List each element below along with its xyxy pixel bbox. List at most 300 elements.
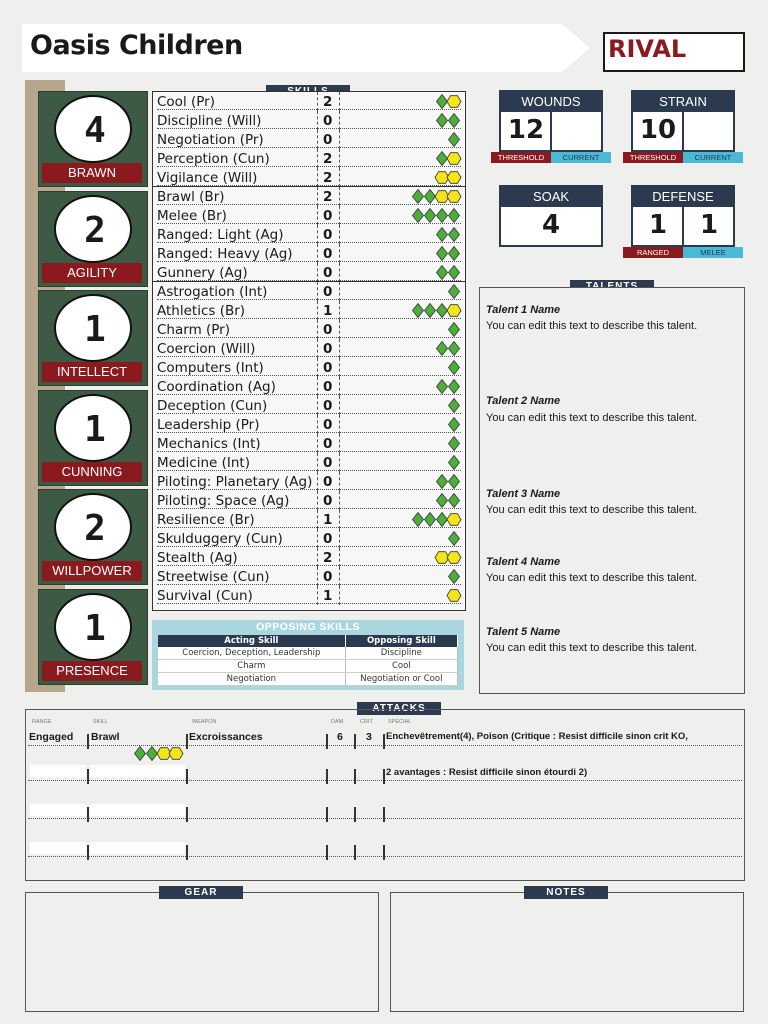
skill-row[interactable] [153,358,465,377]
skill-column-divider [339,567,340,586]
gear-header: GEAR [159,886,243,899]
ability-die-icon [413,513,424,527]
ability-die-icon [449,361,460,375]
proficiency-die-icon [447,153,461,165]
ability-die-icon [449,285,460,299]
skill-rank[interactable]: 1 [323,512,333,528]
skill-rank[interactable]: 0 [323,455,333,471]
defense-ranged-value[interactable]: 1 [648,210,668,240]
skill-rank[interactable]: 0 [323,113,333,129]
skill-name: Brawl (Br) [157,189,225,205]
skill-dice [434,94,462,109]
characteristic-label: INTELLECT [42,362,142,382]
proficiency-die-icon [169,748,183,760]
skill-column-divider [317,301,318,320]
skill-dice [446,284,462,299]
characteristic-presence [38,589,148,685]
talent-name[interactable]: Talent 4 Name [486,556,561,568]
skill-dice [446,132,462,147]
skill-row[interactable] [153,130,465,149]
skill-name: Medicine (Int) [157,455,250,471]
skill-row-divider [157,318,461,319]
strain-threshold-label: THRESHOLD [623,152,683,163]
skill-name: Survival (Cun) [157,588,253,604]
skill-row[interactable] [153,301,465,320]
strain-current-label: CURRENT [683,152,743,163]
attack-special[interactable]: 2 avantages : Resist difficile sinon étourdi 2) [386,767,588,778]
skill-name: Astrogation (Int) [157,284,268,300]
wounds-threshold-value[interactable]: 12 [507,115,545,145]
talent-name[interactable]: Talent 1 Name [486,304,561,316]
gear-panel[interactable] [25,892,379,1012]
attack-row-divider [28,780,742,781]
defense-ranged-label: RANGED [623,247,683,258]
skill-row-divider [157,261,461,262]
skill-column-divider [317,130,318,149]
skill-column-divider [317,529,318,548]
ability-die-icon [413,304,424,318]
skill-row[interactable] [153,225,465,244]
skill-column-divider [339,206,340,225]
skill-column-divider [317,320,318,339]
ability-die-icon [135,747,146,761]
skill-column-divider [339,472,340,491]
soak-header: SOAK [499,185,603,209]
attack-range-field[interactable] [30,842,86,854]
ability-die-icon [425,209,436,223]
skill-row-divider [157,299,461,300]
skill-column-divider [317,548,318,567]
skill-row[interactable] [153,434,465,453]
skill-rank[interactable]: 0 [323,322,333,338]
ability-die-icon [437,114,448,128]
skill-name: Vigilance (Will) [157,170,258,186]
attack-column-divider [87,807,89,822]
skill-name: Ranged: Light (Ag) [157,227,284,243]
skill-dice [446,531,462,546]
attack-row[interactable] [26,728,744,766]
skill-rank[interactable]: 2 [323,189,333,205]
attack-range-field[interactable] [30,765,86,777]
skill-rank[interactable]: 0 [323,341,333,357]
skill-row[interactable] [153,282,465,301]
skill-dice [434,550,462,565]
dice-pool-icons [434,94,462,109]
strain-header: STRAIN [631,90,735,114]
ability-die-icon [449,380,460,394]
opposing-skills-title: OPPOSING SKILLS [256,621,360,633]
skill-rank[interactable]: 2 [323,94,333,110]
skill-row[interactable] [153,168,465,187]
skill-row-divider [157,128,461,129]
skill-dice [434,170,462,185]
skill-rank[interactable]: 0 [323,474,333,490]
skill-column-divider [317,187,318,206]
characteristic-cunning [38,390,148,486]
skill-row-divider [157,603,461,604]
skill-dice [446,436,462,451]
talent-name[interactable]: Talent 3 Name [486,488,561,500]
skill-row-divider [157,375,461,376]
attack-row-divider [28,818,742,819]
attack-row[interactable] [26,766,744,804]
talent-name[interactable]: Talent 2 Name [486,395,561,407]
ability-die-icon [147,747,158,761]
attack-row[interactable] [26,804,744,842]
skill-column-divider [317,415,318,434]
proficiency-die-icon [447,172,461,184]
skill-rank[interactable]: 0 [323,208,333,224]
skill-name: Deception (Cun) [157,398,268,414]
dice-pool-icons [434,550,462,565]
skill-rank[interactable]: 0 [323,284,333,300]
characteristic-value[interactable]: 1 [84,608,106,649]
skill-rank[interactable]: 0 [323,531,333,547]
skill-row[interactable] [153,567,465,586]
skill-column-divider [317,453,318,472]
attack-column-divider [186,845,188,860]
defense-header: DEFENSE [631,185,735,209]
attack-column-divider [383,845,385,860]
characteristic-circle [54,294,132,362]
skill-dice [410,208,462,223]
skill-row-divider [157,546,461,547]
skill-dice [434,341,462,356]
skill-name: Cool (Pr) [157,94,215,110]
ability-die-icon [437,494,448,508]
dice-pool-icons [446,436,462,451]
skill-dice [410,512,462,527]
characteristic-circle [54,394,132,462]
skill-row-divider [157,413,461,414]
attack-column-divider [186,807,188,822]
skill-row-divider [157,204,461,205]
characteristic-label: CUNNING [42,462,142,482]
skill-row-divider [157,432,461,433]
skill-name: Piloting: Space (Ag) [157,493,290,509]
skill-column-divider [317,567,318,586]
skill-column-divider [339,377,340,396]
skill-column-divider [339,586,340,605]
skill-rank[interactable]: 0 [323,379,333,395]
attack-column-divider [383,734,385,749]
attack-column-divider [383,807,385,822]
skill-column-divider [317,111,318,130]
wounds-current-label: CURRENT [551,152,611,163]
skill-column-divider [339,510,340,529]
attacks-col-weapon: WEAPON [192,719,217,725]
skill-rank[interactable]: 0 [323,493,333,509]
talent-description[interactable]: You can edit this text to describe this talent. [486,412,698,424]
skill-row-divider [157,394,461,395]
skill-column-divider [317,434,318,453]
characteristic-circle [54,493,132,561]
attack-column-divider [326,845,328,860]
skill-row-divider [157,109,461,110]
opposing-skills-table [158,635,458,686]
skill-column-divider [317,510,318,529]
skill-name: Charm (Pr) [157,322,230,338]
skill-name: Piloting: Planetary (Ag) [157,474,313,490]
skill-dice [446,398,462,413]
proficiency-die-icon [447,305,461,317]
dice-pool-icons [446,588,462,603]
skill-row-divider [157,223,461,224]
skill-dice [434,474,462,489]
skill-dice [410,303,462,318]
dice-pool-icons [434,151,462,166]
skill-row[interactable] [153,548,465,567]
strain-threshold-value[interactable]: 10 [639,115,677,145]
attack-column-divider [354,734,356,749]
skill-rank[interactable]: 2 [323,170,333,186]
skill-rank[interactable]: 1 [323,588,333,604]
skill-dice [434,379,462,394]
skill-rank[interactable]: 0 [323,227,333,243]
skill-column-divider [339,301,340,320]
soak-value[interactable]: 4 [541,210,561,240]
dice-pool-icons [434,246,462,261]
skill-column-divider [317,377,318,396]
ability-die-icon [449,570,460,584]
ability-die-icon [437,380,448,394]
attacks-header: ATTACKS [357,702,441,715]
ability-die-icon [449,399,460,413]
defense-melee-label: MELEE [683,247,743,258]
skill-row-divider [157,166,461,167]
skill-row[interactable] [153,111,465,130]
dice-pool-icons [410,512,462,527]
attack-skill-field[interactable] [90,804,185,816]
characteristic-willpower [38,489,148,585]
dice-pool-icons [434,493,462,508]
skill-rank[interactable]: 2 [323,550,333,566]
skill-column-divider [317,586,318,605]
skill-column-divider [317,168,318,187]
skill-row[interactable] [153,396,465,415]
skill-column-divider [339,168,340,187]
ability-die-icon [449,456,460,470]
skill-rank[interactable]: 0 [323,265,333,281]
skill-column-divider [339,453,340,472]
characteristic-value[interactable]: 2 [84,209,106,251]
skill-row-divider [157,147,461,148]
attack-crit[interactable]: 3 [366,731,372,743]
skill-dice [434,493,462,508]
skill-name: Leadership (Pr) [157,417,260,433]
attack-special[interactable]: Enchevêtrement(4), Poison (Critique : Resist difficile sinon crit KO, [386,731,688,742]
skill-column-divider [317,225,318,244]
ability-die-icon [449,475,460,489]
attack-column-divider [354,769,356,784]
ability-die-icon [437,513,448,527]
skill-name: Computers (Int) [157,360,264,376]
skill-rank[interactable]: 0 [323,569,333,585]
attack-range-field[interactable] [30,804,86,816]
attack-column-divider [383,769,385,784]
dice-pool-icons [434,170,462,185]
ability-die-icon [449,209,460,223]
skill-column-divider [339,434,340,453]
character-type: RIVAL [608,35,687,63]
opposing-cell: Cool [345,660,457,673]
attack-dice [132,746,184,766]
skill-column-divider [339,92,340,111]
skill-column-divider [317,149,318,168]
attacks-col-special: SPECIAL [388,719,412,725]
skill-column-divider [317,206,318,225]
attack-column-divider [354,807,356,822]
attacks-panel [25,709,745,881]
attack-skill-field[interactable] [90,765,185,777]
skill-group-divider [153,186,465,187]
skill-dice [446,322,462,337]
ability-die-icon [437,95,448,109]
dice-pool-icons [446,455,462,470]
attack-row[interactable] [26,842,744,880]
skill-column-divider [317,396,318,415]
characteristic-value[interactable]: 2 [84,508,106,550]
characteristic-label: BRAWN [42,163,142,183]
skill-rank[interactable]: 0 [323,398,333,414]
characteristic-value[interactable]: 1 [84,408,106,450]
characteristic-brawn [38,91,148,187]
skill-rank[interactable]: 0 [323,436,333,452]
skill-name: Stealth (Ag) [157,550,238,566]
skill-column-divider [317,244,318,263]
proficiency-die-icon [447,96,461,108]
ability-die-icon [449,266,460,280]
skill-row[interactable] [153,586,465,605]
skill-row[interactable] [153,320,465,339]
skill-row-divider [157,470,461,471]
dice-pool-icons [446,531,462,546]
skill-rank[interactable]: 0 [323,417,333,433]
opposing-cell: Negotiation or Cool [345,673,457,686]
skill-name: Melee (Br) [157,208,227,224]
attack-skill-field[interactable] [90,842,185,854]
skill-row[interactable] [153,529,465,548]
ability-die-icon [425,190,436,204]
opposing-skills-panel [152,620,464,690]
skill-column-divider [339,548,340,567]
attack-damage[interactable]: 6 [337,731,343,743]
skill-column-divider [339,415,340,434]
dice-pool-icons [434,341,462,356]
ability-die-icon [449,342,460,356]
skill-column-divider [339,149,340,168]
name-banner-arrow [562,24,590,72]
attack-weapon[interactable]: Excroissances [189,731,263,743]
characteristic-value[interactable]: 4 [84,110,106,151]
skill-rank[interactable]: 1 [323,303,333,319]
skill-rank[interactable]: 0 [323,246,333,262]
characteristic-agility [38,191,148,287]
opposing-cell: Discipline [345,647,457,660]
skill-row-divider [157,565,461,566]
skill-row[interactable] [153,187,465,206]
dice-pool-icons [446,417,462,432]
opposing-cell: Charm [158,660,345,673]
characteristic-value[interactable]: 1 [84,309,106,351]
talent-name[interactable]: Talent 5 Name [486,626,561,638]
characteristic-label: WILLPOWER [42,561,142,581]
notes-panel[interactable] [390,892,744,1012]
skill-rank[interactable]: 2 [323,151,333,167]
ability-die-icon [437,475,448,489]
dice-pool-icons [446,322,462,337]
skill-column-divider [339,396,340,415]
talents-panel [479,287,745,694]
skill-row[interactable] [153,510,465,529]
skill-name: Streetwise (Cun) [157,569,270,585]
proficiency-die-icon [447,552,461,564]
defense-melee-value[interactable]: 1 [699,210,719,240]
characteristic-circle [54,593,132,661]
ability-die-icon [449,247,460,261]
skill-row[interactable] [153,206,465,225]
skill-column-divider [317,92,318,111]
skill-dice [410,189,462,204]
skill-rank[interactable]: 0 [323,360,333,376]
character-name[interactable]: Oasis Children [30,30,243,61]
talent-description[interactable]: You can edit this text to describe this talent. [486,572,698,584]
ability-die-icon [449,437,460,451]
attack-range[interactable]: Engaged [29,731,74,743]
skill-name: Discipline (Will) [157,113,262,129]
skill-rank[interactable]: 0 [323,132,333,148]
characteristic-intellect [38,290,148,386]
skill-name: Mechanics (Int) [157,436,261,452]
ability-die-icon [449,228,460,242]
skill-row-divider [157,527,461,528]
skill-row[interactable] [153,92,465,111]
dice-pool-icons [446,398,462,413]
talent-description[interactable]: You can edit this text to describe this talent. [486,504,698,516]
skill-row[interactable] [153,263,465,282]
ability-die-icon [437,266,448,280]
skill-column-divider [339,491,340,510]
skill-dice [434,227,462,242]
skill-name: Gunnery (Ag) [157,265,248,281]
characteristic-label: AGILITY [42,263,142,283]
attack-column-divider [186,734,188,749]
attack-skill[interactable]: Brawl [91,731,120,743]
skill-row[interactable] [153,244,465,263]
skill-column-divider [339,358,340,377]
skill-column-divider [339,263,340,282]
skill-row-divider [157,584,461,585]
skill-row[interactable] [153,453,465,472]
skill-name: Resilience (Br) [157,512,255,528]
skill-row[interactable] [153,339,465,358]
attack-column-divider [186,769,188,784]
skill-row[interactable] [153,472,465,491]
skill-column-divider [339,244,340,263]
proficiency-die-icon [447,514,461,526]
skill-row[interactable] [153,491,465,510]
skill-row[interactable] [153,415,465,434]
talent-description[interactable]: You can edit this text to describe this talent. [486,642,698,654]
skill-row[interactable] [153,149,465,168]
talent-description[interactable]: You can edit this text to describe this talent. [486,320,698,332]
skill-name: Athletics (Br) [157,303,246,319]
skill-name: Perception (Cun) [157,151,270,167]
attack-column-divider [326,807,328,822]
skill-row[interactable] [153,377,465,396]
wounds-threshold-label: THRESHOLD [491,152,551,163]
skill-row-divider [157,337,461,338]
